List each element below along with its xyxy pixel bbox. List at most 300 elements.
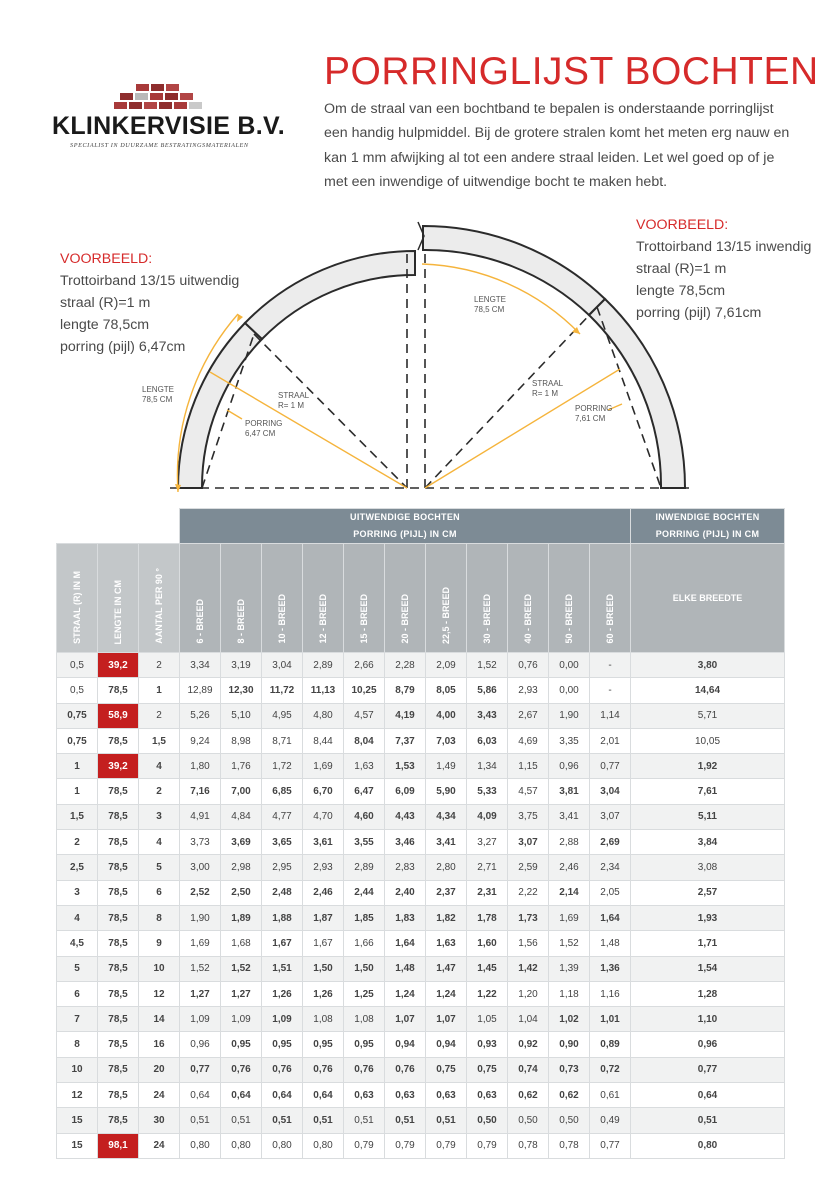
column-header-label: LENGTE IN CM <box>113 579 123 644</box>
table-cell: 2,59 <box>508 855 549 880</box>
table-cell: 5 <box>139 855 180 880</box>
table-cell: 3 <box>57 880 98 905</box>
table-cell: 1,63 <box>426 931 467 956</box>
table-cell: 5,90 <box>426 779 467 804</box>
table-row <box>57 1007 785 1032</box>
table-cell: 0,63 <box>344 1083 385 1108</box>
diagram-label: STRAAL <box>532 379 564 388</box>
table-cell: 6,85 <box>262 779 303 804</box>
group-header-inner <box>631 509 785 544</box>
table-row <box>57 1108 785 1133</box>
table-cell: 30 <box>139 1108 180 1133</box>
column-header-row <box>57 544 785 653</box>
table-cell: 1,01 <box>590 1007 631 1032</box>
table-cell: 1,07 <box>385 1007 426 1032</box>
table-cell: 3,08 <box>631 855 785 880</box>
diagram-label: STRAAL <box>278 391 310 400</box>
table-cell: 3,81 <box>549 779 590 804</box>
table-cell: 4,19 <box>385 703 426 728</box>
table-cell: 0,76 <box>303 1057 344 1082</box>
table-cell: 0,77 <box>180 1057 221 1082</box>
table-cell: 0,78 <box>508 1133 549 1158</box>
table-cell: 78,5 <box>98 728 139 753</box>
table-cell: 39,2 <box>98 754 139 779</box>
table-cell: 4,00 <box>426 703 467 728</box>
table-cell: 1,08 <box>303 1007 344 1032</box>
table-cell: 2,89 <box>344 855 385 880</box>
table-cell: 9 <box>139 931 180 956</box>
table-cell: 0,96 <box>549 754 590 779</box>
table-cell: 2,5 <box>57 855 98 880</box>
table-cell: 1,34 <box>467 754 508 779</box>
table-cell: 4,77 <box>262 804 303 829</box>
table-cell: 4,57 <box>508 779 549 804</box>
table-cell: 2,37 <box>426 880 467 905</box>
table-row <box>57 678 785 703</box>
table-cell: 0,80 <box>303 1133 344 1158</box>
table-cell: 1,60 <box>467 931 508 956</box>
table-cell: 3,46 <box>385 830 426 855</box>
diagram-label: 7,61 CM <box>575 414 606 423</box>
table-row <box>57 703 785 728</box>
table-cell: 5,33 <box>467 779 508 804</box>
table-cell: 2,88 <box>549 830 590 855</box>
table-row <box>57 1057 785 1082</box>
column-header-label: 20 - BREED <box>400 594 410 644</box>
table-cell: 0,75 <box>426 1057 467 1082</box>
table-cell: 11,13 <box>303 678 344 703</box>
table-cell: 0,51 <box>262 1108 303 1133</box>
diagram-label: 78,5 CM <box>142 395 173 404</box>
column-header-label: 12 - BREED <box>318 594 328 644</box>
table-cell: 15 <box>57 1133 98 1158</box>
table-cell: 0,72 <box>590 1057 631 1082</box>
column-header <box>262 544 303 653</box>
table-cell: 1,87 <box>303 905 344 930</box>
column-header-label: STRAAL (R) IN M <box>72 571 82 644</box>
table-cell: 1,51 <box>262 956 303 981</box>
table-cell: 1,27 <box>221 981 262 1006</box>
table-cell: 1,50 <box>303 956 344 981</box>
diagram-label: R= 1 M <box>532 389 559 398</box>
table-cell: 8,44 <box>303 728 344 753</box>
column-header <box>426 544 467 653</box>
table-cell: 4 <box>139 754 180 779</box>
column-header-label: 30 - BREED <box>482 594 492 644</box>
table-cell: 2,48 <box>262 880 303 905</box>
table-cell: 0,64 <box>262 1083 303 1108</box>
table-cell: 12,30 <box>221 678 262 703</box>
table-cell: 1,52 <box>549 931 590 956</box>
table-cell: 3,19 <box>221 653 262 678</box>
bend-diagram <box>130 214 700 500</box>
table-row <box>57 855 785 880</box>
group-header-outer <box>180 509 631 544</box>
table-cell: 1,48 <box>385 956 426 981</box>
table-cell: 0,79 <box>467 1133 508 1158</box>
table-cell: 78,5 <box>98 880 139 905</box>
table-cell: 3,69 <box>221 830 262 855</box>
table-cell: 5 <box>57 956 98 981</box>
table-cell: 0,61 <box>590 1083 631 1108</box>
table-cell: 2,52 <box>180 880 221 905</box>
table-cell: 0,76 <box>385 1057 426 1082</box>
table-cell: 1,24 <box>385 981 426 1006</box>
table-cell: 4,34 <box>426 804 467 829</box>
table-cell: 3,04 <box>590 779 631 804</box>
column-header <box>303 544 344 653</box>
table-cell: 2,46 <box>303 880 344 905</box>
table-cell: 1,93 <box>631 905 785 930</box>
table-cell: 4,60 <box>344 804 385 829</box>
table-cell: 1,76 <box>221 754 262 779</box>
table-cell: 5,26 <box>180 703 221 728</box>
table-cell: 4,5 <box>57 931 98 956</box>
table-cell: 0,80 <box>180 1133 221 1158</box>
table-body <box>57 653 785 1159</box>
table-cell: 3,41 <box>426 830 467 855</box>
table-cell: 3,34 <box>180 653 221 678</box>
column-header <box>344 544 385 653</box>
column-header <box>57 544 98 653</box>
column-header <box>180 544 221 653</box>
table-cell: 5,71 <box>631 703 785 728</box>
table-cell: 4,70 <box>303 804 344 829</box>
table-cell: 8 <box>139 905 180 930</box>
table-cell: 1,26 <box>303 981 344 1006</box>
table-cell: 4,69 <box>508 728 549 753</box>
table-row <box>57 804 785 829</box>
brand-tagline: SPECIALIST IN DUURZAME BESTRATINGSMATERIALEN <box>70 142 249 149</box>
table-cell: 24 <box>139 1133 180 1158</box>
table-row <box>57 1133 785 1158</box>
table-cell: 1,24 <box>426 981 467 1006</box>
group-subtitle: PORRING (PIJL) IN CM <box>655 529 760 539</box>
table-cell: 2,89 <box>303 653 344 678</box>
column-header <box>139 544 180 653</box>
table-cell: 0,95 <box>344 1032 385 1057</box>
table-row <box>57 981 785 1006</box>
table-row <box>57 830 785 855</box>
table-cell: 3 <box>139 804 180 829</box>
table-cell: 2 <box>139 779 180 804</box>
table-cell: 1,69 <box>180 931 221 956</box>
table-cell: 78,5 <box>98 905 139 930</box>
table-cell: 3,55 <box>344 830 385 855</box>
table-cell: 5,10 <box>221 703 262 728</box>
table-cell: 1,15 <box>508 754 549 779</box>
table-cell: 12 <box>139 981 180 1006</box>
table-row <box>57 653 785 678</box>
table-cell: 0,63 <box>385 1083 426 1108</box>
table-cell: 1,69 <box>549 905 590 930</box>
table-cell: 1,05 <box>467 1007 508 1032</box>
table-cell: 1 <box>57 779 98 804</box>
table-cell: 7,00 <box>221 779 262 804</box>
table-cell: 6 <box>139 880 180 905</box>
table-cell: 6,47 <box>344 779 385 804</box>
table-cell: 2,93 <box>303 855 344 880</box>
table-cell: 0,89 <box>590 1032 631 1057</box>
table-row <box>57 754 785 779</box>
table-row <box>57 905 785 930</box>
column-header-label: 22,5 - BREED <box>441 586 451 644</box>
table-cell: 98,1 <box>98 1133 139 1158</box>
table-cell: 0,51 <box>303 1108 344 1133</box>
table-cell: 6,09 <box>385 779 426 804</box>
table-cell: 1,02 <box>549 1007 590 1032</box>
table-cell: 2,31 <box>467 880 508 905</box>
table-cell: 16 <box>139 1032 180 1057</box>
table-cell: 2,44 <box>344 880 385 905</box>
intro-text: Om de straal van een bochtband te bepalen is onderstaande porringlijst een handig hulpmiddel. Bij de grotere stralen komt het meten erg nauw en kan 1 mm afwijking al tot een andere straal leiden. Let wel goed op of je met een inwendige of uitwendige bocht te maken hebt. <box>324 101 790 190</box>
column-header-label: 15 - BREED <box>359 594 369 644</box>
table-cell: 2 <box>139 703 180 728</box>
table-cell: 2,57 <box>631 880 785 905</box>
example-line: straal (R)=1 m <box>636 261 727 277</box>
table-cell: 1,68 <box>221 931 262 956</box>
column-header-label: 60 - BREED <box>605 594 615 644</box>
table-cell: 1,47 <box>426 956 467 981</box>
table-cell: 3,84 <box>631 830 785 855</box>
table-cell: 4,57 <box>344 703 385 728</box>
table-cell: 0,75 <box>467 1057 508 1082</box>
table-cell: 0,76 <box>344 1057 385 1082</box>
table-cell: 1,28 <box>631 981 785 1006</box>
brick-wall-icon <box>114 84 204 110</box>
table-cell: 0,63 <box>467 1083 508 1108</box>
table-cell: 4,80 <box>303 703 344 728</box>
table-cell: 0,51 <box>385 1108 426 1133</box>
table-cell: 1,42 <box>508 956 549 981</box>
table-cell: 2,40 <box>385 880 426 905</box>
table-cell: 8 <box>57 1032 98 1057</box>
diagram-label: LENGTE <box>142 385 175 394</box>
table-row <box>57 779 785 804</box>
table-cell: 1,73 <box>508 905 549 930</box>
table-cell: 2,01 <box>590 728 631 753</box>
table-cell: 0,62 <box>549 1083 590 1108</box>
table-cell: 9,24 <box>180 728 221 753</box>
table-cell: 78,5 <box>98 830 139 855</box>
table-cell: 11,72 <box>262 678 303 703</box>
table-cell: 10 <box>139 956 180 981</box>
column-header <box>549 544 590 653</box>
table-cell: 2,09 <box>426 653 467 678</box>
table-cell: 3,75 <box>508 804 549 829</box>
table-row <box>57 728 785 753</box>
table-cell: 2,34 <box>590 855 631 880</box>
table-cell: 2,46 <box>549 855 590 880</box>
table-cell: 0,90 <box>549 1032 590 1057</box>
example-line: straal (R)=1 m <box>60 295 151 311</box>
table-cell: 2,50 <box>221 880 262 905</box>
table-cell: 1,64 <box>385 931 426 956</box>
table-cell: 4,95 <box>262 703 303 728</box>
table-cell: 10,25 <box>344 678 385 703</box>
table-cell: 1,78 <box>467 905 508 930</box>
table-cell: 0,51 <box>221 1108 262 1133</box>
column-header <box>385 544 426 653</box>
column-header <box>221 544 262 653</box>
table-cell: - <box>590 678 631 703</box>
table-cell: 7,61 <box>631 779 785 804</box>
table-cell: 2,69 <box>590 830 631 855</box>
group-title: UITWENDIGE BOCHTEN <box>350 512 460 522</box>
table-cell: 2,05 <box>590 880 631 905</box>
table-cell: 3,35 <box>549 728 590 753</box>
table-cell: 8,79 <box>385 678 426 703</box>
column-header-label: 10 - BREED <box>277 594 287 644</box>
table-cell: 14,64 <box>631 678 785 703</box>
table-cell: 1,49 <box>426 754 467 779</box>
table-cell: 0,64 <box>221 1083 262 1108</box>
example-line: Trottoirband 13/15 uitwendig <box>60 273 240 289</box>
table-cell: 58,9 <box>98 703 139 728</box>
table-cell: 0,64 <box>303 1083 344 1108</box>
table-cell: 3,61 <box>303 830 344 855</box>
table-cell: 0,64 <box>180 1083 221 1108</box>
table-cell: 78,5 <box>98 1007 139 1032</box>
table-cell: 0,64 <box>631 1083 785 1108</box>
table-cell: 0,76 <box>508 653 549 678</box>
example-line: porring (pijl) 6,47cm <box>60 339 186 355</box>
table-cell: 24 <box>139 1083 180 1108</box>
table-cell: 78,5 <box>98 779 139 804</box>
table-cell: 0,80 <box>262 1133 303 1158</box>
table-cell: 2 <box>57 830 98 855</box>
table-cell: 0,75 <box>57 703 98 728</box>
column-header-label: 8 - BREED <box>236 599 246 644</box>
table-cell: 78,5 <box>98 956 139 981</box>
table-cell: 7,16 <box>180 779 221 804</box>
table-cell: 0,93 <box>467 1032 508 1057</box>
table-row <box>57 931 785 956</box>
table-cell: 0,5 <box>57 653 98 678</box>
table-cell: 0,51 <box>631 1108 785 1133</box>
table-cell: 0,50 <box>508 1108 549 1133</box>
table-cell: 78,5 <box>98 1083 139 1108</box>
example-line: porring (pijl) 7,61cm <box>636 305 762 321</box>
column-header <box>467 544 508 653</box>
table-cell: 78,5 <box>98 931 139 956</box>
table-cell: 8,05 <box>426 678 467 703</box>
group-subtitle: PORRING (PIJL) IN CM <box>353 529 457 539</box>
example-heading: VOORBEELD: <box>60 251 153 267</box>
table-cell: 0,79 <box>385 1133 426 1158</box>
column-header-label: 50 - BREED <box>564 594 574 644</box>
column-header-label: AANTAL PER 90 ° <box>154 568 164 644</box>
table-cell: 2,83 <box>385 855 426 880</box>
diagram-label: R= 1 M <box>278 401 305 410</box>
table-cell: 7,37 <box>385 728 426 753</box>
right-curb-segment <box>423 226 605 315</box>
table-row <box>57 1032 785 1057</box>
example-line: Trottoirband 13/15 inwendig <box>636 239 812 255</box>
table-cell: 5,86 <box>467 678 508 703</box>
table-cell: 1,83 <box>385 905 426 930</box>
table-cell: 0,73 <box>549 1057 590 1082</box>
brand-name: KLINKERVISIE B.V. <box>52 112 285 140</box>
table-cell: 8,98 <box>221 728 262 753</box>
table-cell: 2,67 <box>508 703 549 728</box>
column-header <box>508 544 549 653</box>
table-cell: 3,07 <box>590 804 631 829</box>
table-cell: 3,65 <box>262 830 303 855</box>
table-cell: 0,49 <box>590 1108 631 1133</box>
table-cell: 0,51 <box>180 1108 221 1133</box>
table-cell: 0,5 <box>57 678 98 703</box>
table-cell: 7,03 <box>426 728 467 753</box>
table-cell: 1,09 <box>180 1007 221 1032</box>
table-cell: 0,75 <box>57 728 98 753</box>
table-cell: 5,11 <box>631 804 785 829</box>
table-cell: 1,89 <box>221 905 262 930</box>
table-cell: 78,5 <box>98 804 139 829</box>
table-cell: 1,64 <box>590 905 631 930</box>
table-cell: 78,5 <box>98 981 139 1006</box>
table-cell: 1,52 <box>180 956 221 981</box>
table-cell: 1,52 <box>467 653 508 678</box>
table-cell: 3,41 <box>549 804 590 829</box>
table-cell: 1,53 <box>385 754 426 779</box>
table-cell: 6 <box>57 981 98 1006</box>
table-cell: 1,52 <box>221 956 262 981</box>
table-cell: 0,95 <box>221 1032 262 1057</box>
diagram-label: 78,5 CM <box>474 305 505 314</box>
table-cell: 0,77 <box>590 1133 631 1158</box>
table-cell: 1,5 <box>139 728 180 753</box>
table-cell: 78,5 <box>98 678 139 703</box>
table-cell: 0,74 <box>508 1057 549 1082</box>
table-cell: 6,70 <box>303 779 344 804</box>
table-cell: 10 <box>57 1057 98 1082</box>
table-cell: 1,18 <box>549 981 590 1006</box>
table-cell: 1,88 <box>262 905 303 930</box>
table-cell: 3,43 <box>467 703 508 728</box>
table-cell: 3,27 <box>467 830 508 855</box>
table-cell: 3,07 <box>508 830 549 855</box>
table-cell: 4 <box>57 905 98 930</box>
table-cell: 1 <box>139 678 180 703</box>
table-cell: 78,5 <box>98 1108 139 1133</box>
table-cell: 1,22 <box>467 981 508 1006</box>
table-cell: 0,96 <box>631 1032 785 1057</box>
table-cell: 4,09 <box>467 804 508 829</box>
diagram-label: 6,47 CM <box>245 429 276 438</box>
table-cell: 1,54 <box>631 956 785 981</box>
table-cell: 6,03 <box>467 728 508 753</box>
table-cell: 2,98 <box>221 855 262 880</box>
table-cell: 1,04 <box>508 1007 549 1032</box>
table-cell: 1,14 <box>590 703 631 728</box>
table-cell: 1,82 <box>426 905 467 930</box>
table-cell: 1,48 <box>590 931 631 956</box>
table-cell: 1,72 <box>262 754 303 779</box>
table-cell: 12 <box>57 1083 98 1108</box>
table-cell: 1,71 <box>631 931 785 956</box>
table-cell: 2,80 <box>426 855 467 880</box>
table-cell: 1,27 <box>180 981 221 1006</box>
table-cell: 3,04 <box>262 653 303 678</box>
table-cell: 0,80 <box>631 1133 785 1158</box>
column-header <box>590 544 631 653</box>
table-cell: 20 <box>139 1057 180 1082</box>
table-cell: 4,84 <box>221 804 262 829</box>
table-cell: 1,08 <box>344 1007 385 1032</box>
table-cell: 8,71 <box>262 728 303 753</box>
table-cell: 4 <box>139 830 180 855</box>
